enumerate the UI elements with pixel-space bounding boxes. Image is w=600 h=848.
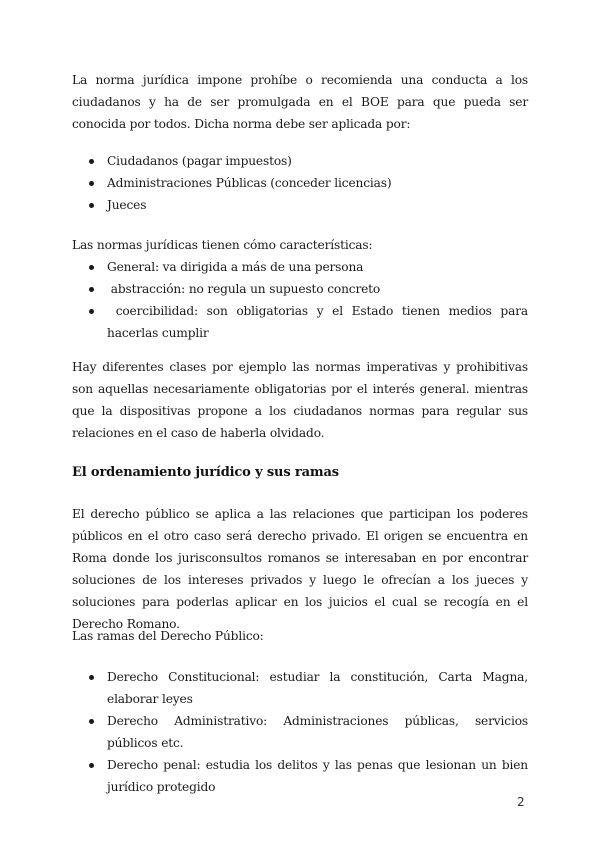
classes-paragraph: Hay diferentes clases por ejemplo las normas imperativas y prohibitivas son aquellas necesariamente obligatorias por el interés general. mientras que la dispositivas propone a los ciudadanos normas para regular sus relaciones en el caso de haberla olvidado.: [72, 360, 528, 440]
list-item: [72, 754, 528, 798]
bullet-icon: [89, 675, 94, 680]
list-item: [72, 278, 528, 300]
bullet-icon: [89, 287, 94, 292]
bullet-icon: [89, 265, 94, 270]
list-item-text: General: va dirigida a más de una persona: [107, 260, 364, 274]
list-item-text: coercibilidad: son obligatorias y el Estado tienen medios para hacerlas cumplir: [107, 304, 532, 340]
intro-paragraph: La norma jurídica impone prohíbe o recomienda una conducta a los ciudadanos y ha de ser promulgada en el BOE para que pueda ser conocida por todos. Dicha norma debe ser aplicada por:: [72, 73, 528, 131]
branches-intro: Las ramas del Derecho Público:: [72, 629, 264, 643]
list-item: [72, 150, 528, 172]
section-heading: El ordenamiento jurídico y sus ramas: [72, 465, 339, 480]
bullet-icon: [89, 203, 94, 208]
list-item-text: Jueces: [107, 198, 147, 212]
list-item-text: Administraciones Públicas (conceder licencias): [107, 176, 392, 190]
bullet-icon: [89, 181, 94, 186]
list-item-text: Derecho penal: estudia los delitos y las penas que lesionan un bien jurídico protegido: [107, 758, 528, 794]
list-item-text: Derecho Administrativo: Administraciones públicas, servicios públicos etc.: [107, 714, 528, 750]
list-item-text: Ciudadanos (pagar impuestos): [107, 154, 292, 168]
list-item: [72, 300, 532, 344]
list-item: [72, 194, 528, 216]
list-item: [72, 256, 528, 278]
characteristics-list: [72, 256, 532, 344]
list-item: [72, 666, 528, 710]
list-item: [72, 172, 528, 194]
bullet-icon: [89, 159, 94, 164]
bullet-icon: [89, 719, 94, 724]
public-law-paragraph: El derecho público se aplica a las relaciones que participan los poderes públicos en el otro caso será derecho privado. El origen se encuentra en Roma donde los jurisconsultos romanos se interesaban en por encontrar soluciones de los intereses privados y luego le ofrecían a los jueces y soluciones para poderlas aplicar en los juicios el cual se recogía en el Derecho Romano.: [72, 507, 528, 631]
bullet-icon: [89, 763, 94, 768]
list-item-text: Derecho Constitucional: estudiar la constitución, Carta Magna, elaborar leyes: [107, 670, 528, 706]
list-item-text: abstracción: no regula un supuesto concreto: [107, 282, 381, 296]
bullet-icon: [89, 309, 94, 314]
characteristics-intro: Las normas jurídicas tienen cómo características:: [72, 238, 373, 252]
branches-list: [72, 666, 528, 798]
appliers-list: [72, 150, 528, 216]
list-item: [72, 710, 528, 754]
page-number: 2: [517, 795, 525, 809]
